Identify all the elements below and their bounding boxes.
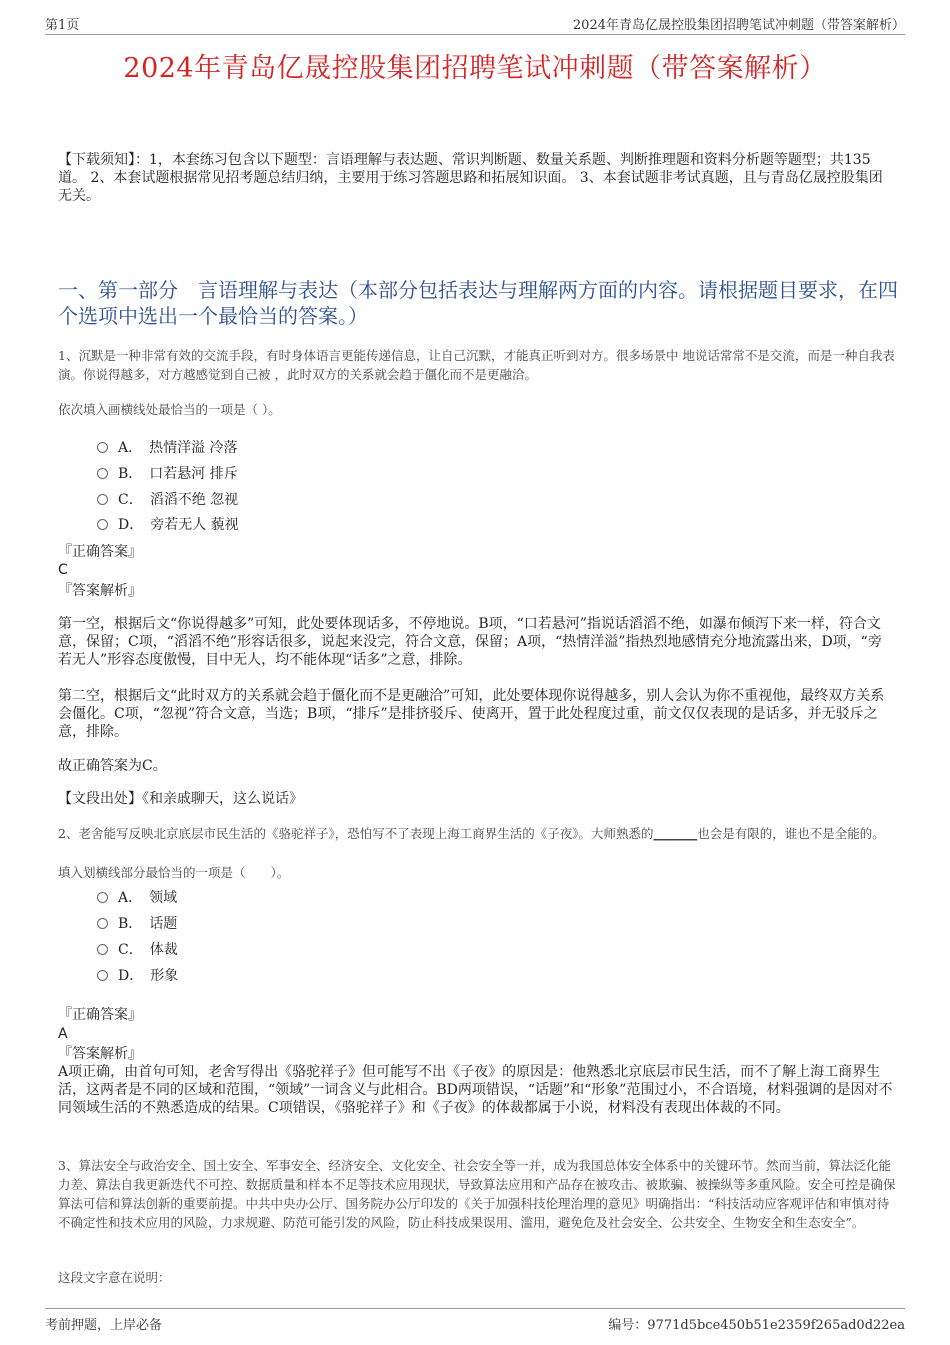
q1-source: 【文段出处】《和亲戚聊天，这么说话》 xyxy=(58,791,303,807)
header-divider xyxy=(45,34,905,35)
radio-icon[interactable] xyxy=(97,468,108,479)
footer-slogan: 考前押题，上岸必备 xyxy=(45,1318,163,1333)
radio-icon[interactable] xyxy=(97,918,108,929)
radio-icon[interactable] xyxy=(97,519,108,530)
q2-option-c[interactable]: C． 体裁 xyxy=(97,939,178,959)
q2-option-a[interactable]: A． 领域 xyxy=(97,887,177,907)
radio-icon[interactable] xyxy=(97,970,108,981)
q1-analysis-label: 『答案解析』 xyxy=(58,583,142,599)
q2-answer-label: 『正确答案』 xyxy=(58,1007,142,1023)
page-title: 2024年青岛亿晟控股集团招聘笔试冲刺题（带答案解析） xyxy=(123,53,827,84)
download-notice: 【下载须知】：1，本套练习包含以下题型：言语理解与表达题、常识判断题、数量关系题、判断推理题和资料分析题等题型；共135道。 2、本套试题根据常见招考题总结归纳，主要用于练习答题思路和拓展知识面。 3、本套试题非考试真题，且与青岛亿晟控股集团无关。 xyxy=(58,152,883,204)
q1-option-d[interactable]: D． 旁若无人 藐视 xyxy=(97,514,239,534)
fill-blank: _______ xyxy=(653,826,698,841)
question-1-prompt: 依次填入画横线处最恰当的一项是（ ）。 xyxy=(58,402,281,417)
q1-conclusion: 故正确答案为C。 xyxy=(58,758,167,774)
footer-document-id: 编号：9771d5bce450b51e2359f265ad0d22ea xyxy=(608,1318,905,1333)
q1-analysis-paragraph-2: 第二空，根据后文“此时双方的关系就会趋于僵化而不是更融洽”可知，此处要体现你说得越多，别人会认为你不重视他，最终双方关系会僵化。C项，“忽视”符合文意，当选；B项，“排斥”是排挤驳斥、使离开，置于此处程度过重，前文仅仅表现的是话多，并无驳斥之意，排除。 xyxy=(58,688,885,740)
running-header-title: 2024年青岛亿晟控股集团招聘笔试冲刺题（带答案解析） xyxy=(572,18,905,33)
page-number: 第1页 xyxy=(45,18,80,33)
question-3-prompt: 这段文字意在说明： xyxy=(58,1270,171,1285)
question-1-stem: 1、沉默是一种非常有效的交流手段，有时身体语言更能传递信息，让自己沉默，才能真正听到对方。很多场景中 地说话常常不是交流，而是一种自我表演。你说得越多，对方越感觉到自己被 ，此时双方的关系就会趋于僵化而不是更融洽。 xyxy=(58,348,895,382)
question-2-stem: 2、老舍能写反映北京底层市民生活的《骆驼祥子》，恐怕写不了表现上海工商界生活的《子夜》。大师熟悉的_______也会是有限的，谁也不是全能的。 xyxy=(58,826,885,841)
q1-option-c[interactable]: C． 滔滔不绝 忽视 xyxy=(97,489,238,509)
question-2-prompt: 填入划横线部分最恰当的一项是（ ）。 xyxy=(58,865,290,880)
radio-icon[interactable] xyxy=(97,944,108,955)
radio-icon[interactable] xyxy=(97,442,108,453)
q2-option-b[interactable]: B． 话题 xyxy=(97,913,177,933)
section-heading: 一、第一部分 言语理解与表达（本部分包括表达与理解两方面的内容。请根据题目要求，在四个选项中选出一个最恰当的答案。） xyxy=(58,278,898,328)
q2-analysis: A项正确，由首句可知，老舍写得出《骆驼祥子》但可能写不出《子夜》的原因是：他熟悉北京底层市民生活，而不了解上海工商界生活，这两者是不同的区域和范围，“领域”一词含义与此相合。BD两项错误，“话题”和“形象”范围过小，不合语境，材料强调的是因对不同领域生活的不熟悉造成的结果。C项错误，《骆驼祥子》和《子夜》的体裁都属于小说，材料没有表现出体裁的不同。 xyxy=(58,1064,893,1116)
q1-option-b[interactable]: B． 口若悬河 排斥 xyxy=(97,463,238,483)
q1-option-a[interactable]: A． 热情洋溢 冷落 xyxy=(97,437,238,457)
question-3-stem: 3、算法安全与政治安全、国土安全、军事安全、经济安全、文化安全、社会安全等一并，成为我国总体安全体系中的关键环节。然而当前，算法泛化能力差、算法自我更新迭代不可控、数据质量和样本不足等技术应用现状，导致算法应用和产品存在被攻击、被欺骗、被操纵等多重风险。安全可控是确保算法可信和算法创新的重要前提。中共中央办公厅、国务院办公厅印发的《关于加强科技伦理治理的意见》明确指出：“科技活动应客观评估和审慎对待不确定性和技术应用的风险，力求规避、防范可能引发的风险，防止科技成果误用、滥用，避免危及社会安全、公共安全、生物安全和生态安全”。 xyxy=(58,1158,896,1230)
q1-analysis-paragraph-1: 第一空，根据后文“你说得越多”可知，此处要体现话多，不停地说。B项，“口若悬河”指说话滔滔不绝，如瀑布倾泻下来一样，符合文意，保留；C项，“滔滔不绝”形容话很多，说起来没完，符合文意，保留；A项，“热情洋溢”指热烈地感情充分地流露出来，D项，“旁若无人”形容态度傲慢，目中无人，均不能体现“话多”之意，排除。 xyxy=(58,616,882,668)
radio-icon[interactable] xyxy=(97,494,108,505)
radio-icon[interactable] xyxy=(97,892,108,903)
q2-answer: A xyxy=(58,1026,68,1042)
q1-answer-label: 『正确答案』 xyxy=(58,544,142,560)
q2-option-d[interactable]: D． 形象 xyxy=(97,965,178,985)
q2-analysis-label: 『答案解析』 xyxy=(58,1046,142,1062)
footer-divider xyxy=(45,1308,905,1309)
q1-answer: C xyxy=(58,562,68,578)
